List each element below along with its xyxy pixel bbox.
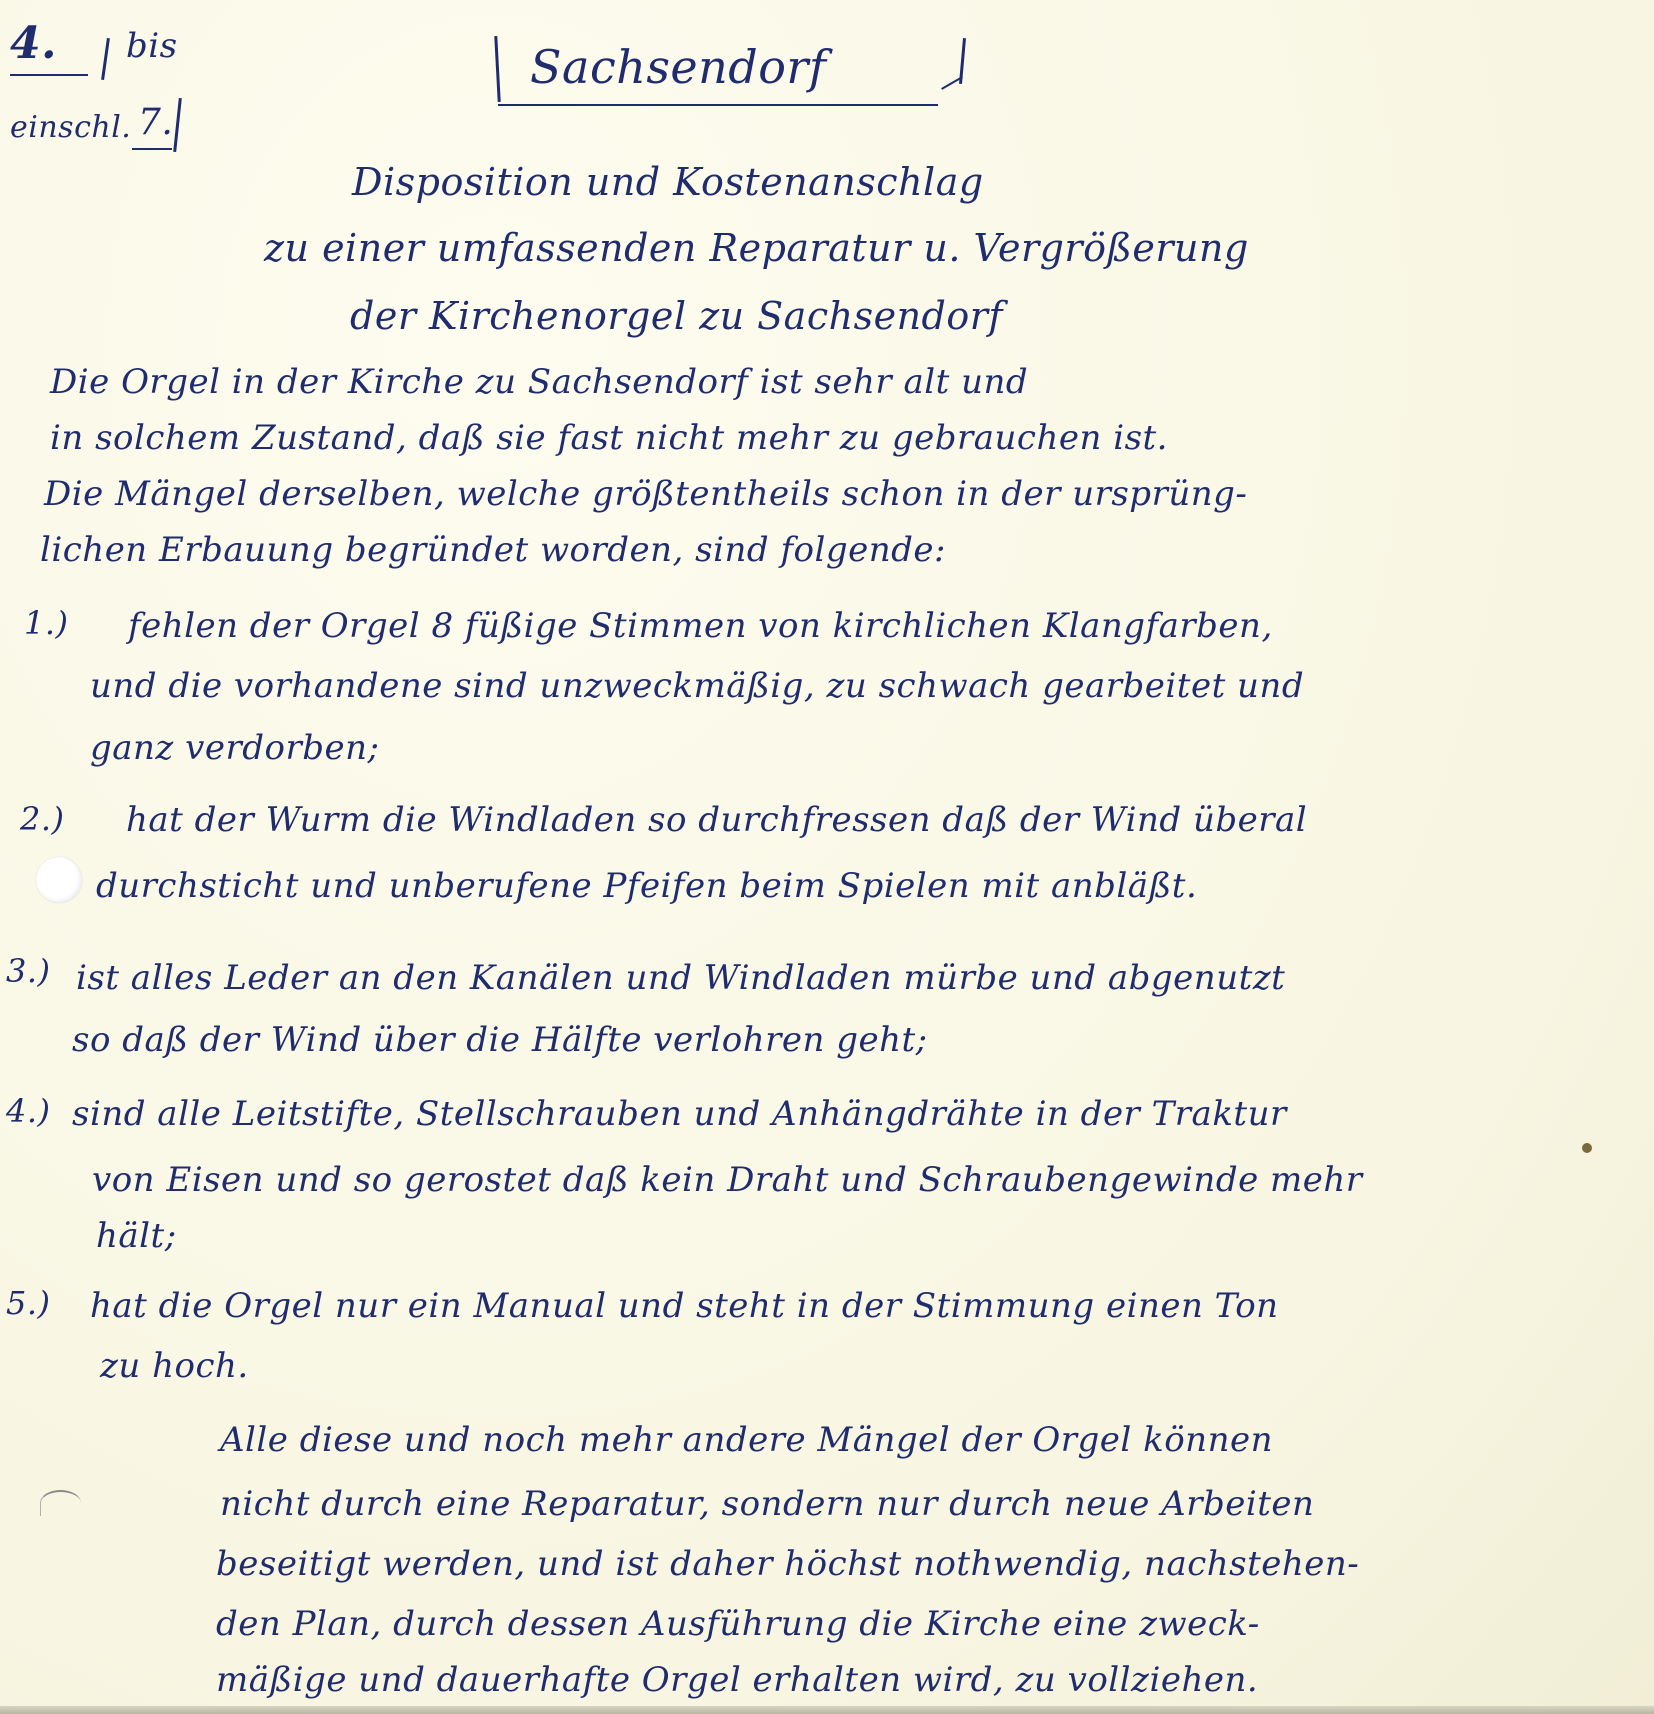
item-line: fehlen der Orgel 8 füßige Stimmen von kirchlichen Klangfarben, — [128, 606, 1273, 646]
heading-line-2: zu einer umfassenden Reparatur u. Vergrößerung — [264, 226, 1249, 270]
closing-line: beseitigt werden, und ist daher höchst nothwendig, nachstehen- — [216, 1544, 1360, 1584]
item-line: durchsticht und unberufene Pfeifen beim Spielen mit anbläßt. — [96, 866, 1198, 906]
item-line: so daß der Wind über die Hälfte verlohren geht; — [72, 1020, 928, 1060]
item-line: ist alles Leder an den Kanälen und Windladen mürbe und abgenutzt — [76, 958, 1286, 998]
item-line: hat der Wurm die Windladen so durchfressen daß der Wind überal — [126, 800, 1308, 840]
closing-line: nicht durch eine Reparatur, sondern nur durch neue Arbeiten — [220, 1484, 1315, 1524]
punch-hole — [36, 857, 82, 903]
closing-line: den Plan, durch dessen Ausführung die Kirche eine zweck- — [216, 1604, 1260, 1644]
punch-hole-mark — [40, 1490, 81, 1516]
item-number: 1.) — [24, 604, 69, 642]
document-title: Sachsendorf — [530, 40, 827, 94]
intro-line: Die Mängel derselben, welche größtentheils schon in der ursprüng- — [44, 474, 1248, 514]
heading-line-1: Disposition und Kostenanschlag — [352, 160, 984, 204]
page-range-end-bar — [173, 98, 182, 152]
page-range-einschl: einschl. — [10, 110, 132, 145]
item-line: ganz verdorben; — [90, 728, 380, 768]
heading-line-3: der Kirchenorgel zu Sachsendorf — [350, 294, 1003, 338]
page-number-bar — [101, 38, 110, 80]
item-line: hält; — [96, 1216, 177, 1256]
closing-line: Alle diese und noch mehr andere Mängel der Orgel können — [220, 1420, 1273, 1460]
page-range-end: 7. — [138, 102, 174, 143]
page-range-bis: bis — [126, 26, 178, 66]
item-line: hat die Orgel nur ein Manual und steht in der Stimmung einen Ton — [90, 1286, 1279, 1326]
intro-line: lichen Erbauung begründet worden, sind folgende: — [40, 530, 947, 570]
page-number: 4. — [10, 18, 57, 69]
intro-line: in solchem Zustand, daß sie fast nicht mehr zu gebrauchen ist. — [50, 418, 1168, 458]
page-number-underline — [10, 74, 88, 76]
item-line: sind alle Leitstifte, Stellschrauben und Anhängdrähte in der Traktur — [72, 1094, 1287, 1134]
item-line: von Eisen und so gerostet daß kein Draht und Schraubengewinde mehr — [92, 1160, 1363, 1200]
intro-line: Die Orgel in der Kirche zu Sachsendorf ist sehr alt und — [50, 362, 1029, 402]
item-number: 2.) — [20, 800, 65, 838]
item-number: 3.) — [6, 952, 51, 990]
closing-line: mäßige und dauerhafte Orgel erhalten wird, zu vollziehen. — [216, 1660, 1259, 1700]
item-number: 5.) — [6, 1284, 51, 1322]
item-number: 4.) — [6, 1092, 51, 1130]
item-line: und die vorhandene sind unzweckmäßig, zu schwach gearbeitet und — [90, 666, 1305, 706]
paper-stain — [1582, 1143, 1592, 1153]
page-range-end-underline — [132, 148, 172, 150]
item-line: zu hoch. — [100, 1346, 249, 1386]
page-bottom-edge — [0, 1706, 1654, 1714]
